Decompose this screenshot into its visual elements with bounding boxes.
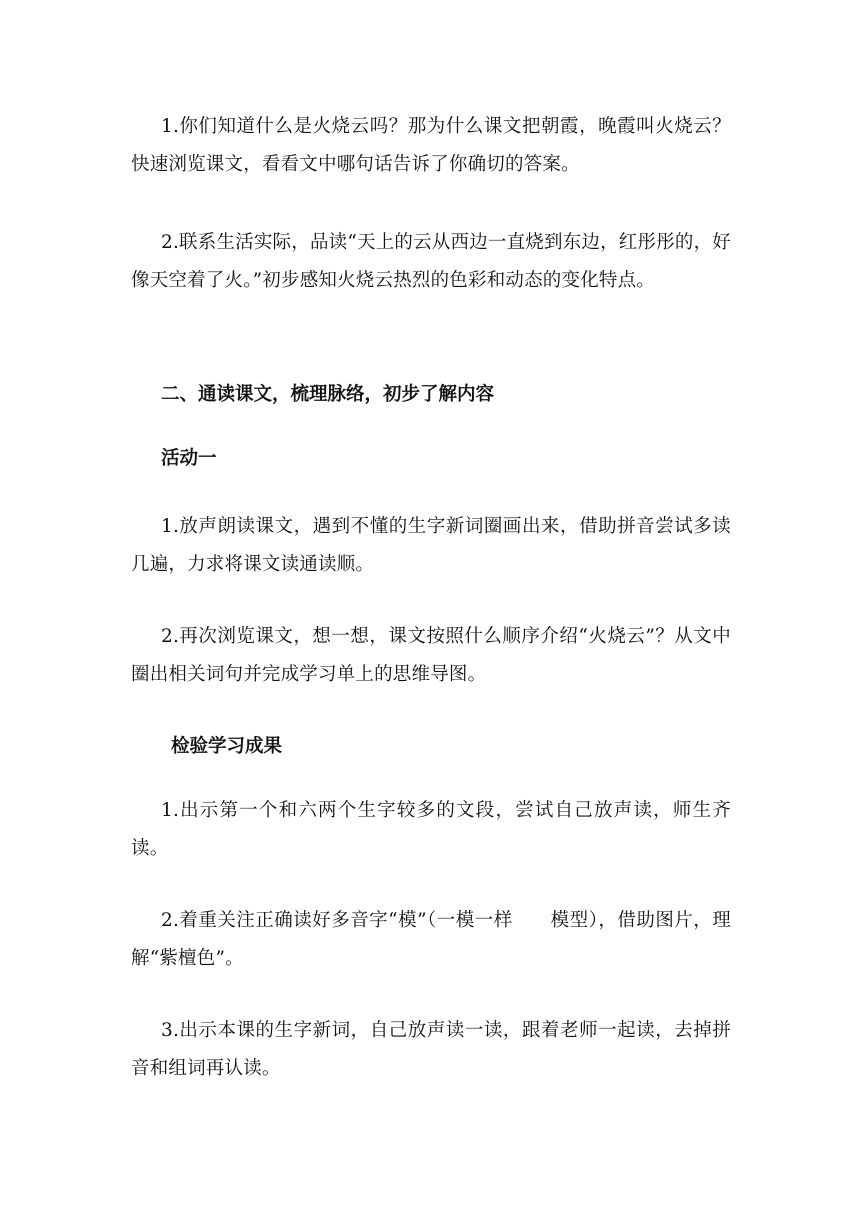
paragraph-check-1: 1.出示第一个和六两个生字较多的文段，尝试自己放声读，师生齐读。 — [131, 800, 731, 859]
paragraph-question-2: 2.联系生活实际，品读“天上的云从西边一直烧到东边，红彤彤的，好像天空着了火。”初步感知火烧云热烈的色彩和动态的变化特点。 — [131, 232, 732, 291]
paragraph-check-2: 2.着重关注正确读好多音字“模”（一模一样 模型），借助图片，理解“紫檀色”。 — [131, 910, 731, 969]
section-heading: 二、通读课文，梳理脉络，初步了解内容 — [161, 384, 495, 405]
check-results-heading: 检验学习成果 — [171, 736, 283, 757]
activity-heading: 活动一 — [161, 448, 217, 469]
paragraph-question-1: 1.你们知道什么是火烧云吗？那为什么课文把朝霞，晚霞叫火烧云？快速浏览课文，看看文中哪句话告诉了你确切的答案。 — [131, 116, 731, 175]
paragraph-activity-1: 1.放声朗读课文，遇到不懂的生字新词圈画出来，借助拼音尝试多读几遍，力求将课文读通读顺。 — [131, 516, 731, 575]
paragraph-check-3: 3.出示本课的生字新词，自己放声读一读，跟着老师一起读，去掉拼音和组词再认读。 — [131, 1020, 731, 1079]
paragraph-activity-2: 2.再次浏览课文，想一想，课文按照什么顺序介绍“火烧云”？从文中圈出相关词句并完成学习单上的思维导图。 — [131, 626, 731, 685]
